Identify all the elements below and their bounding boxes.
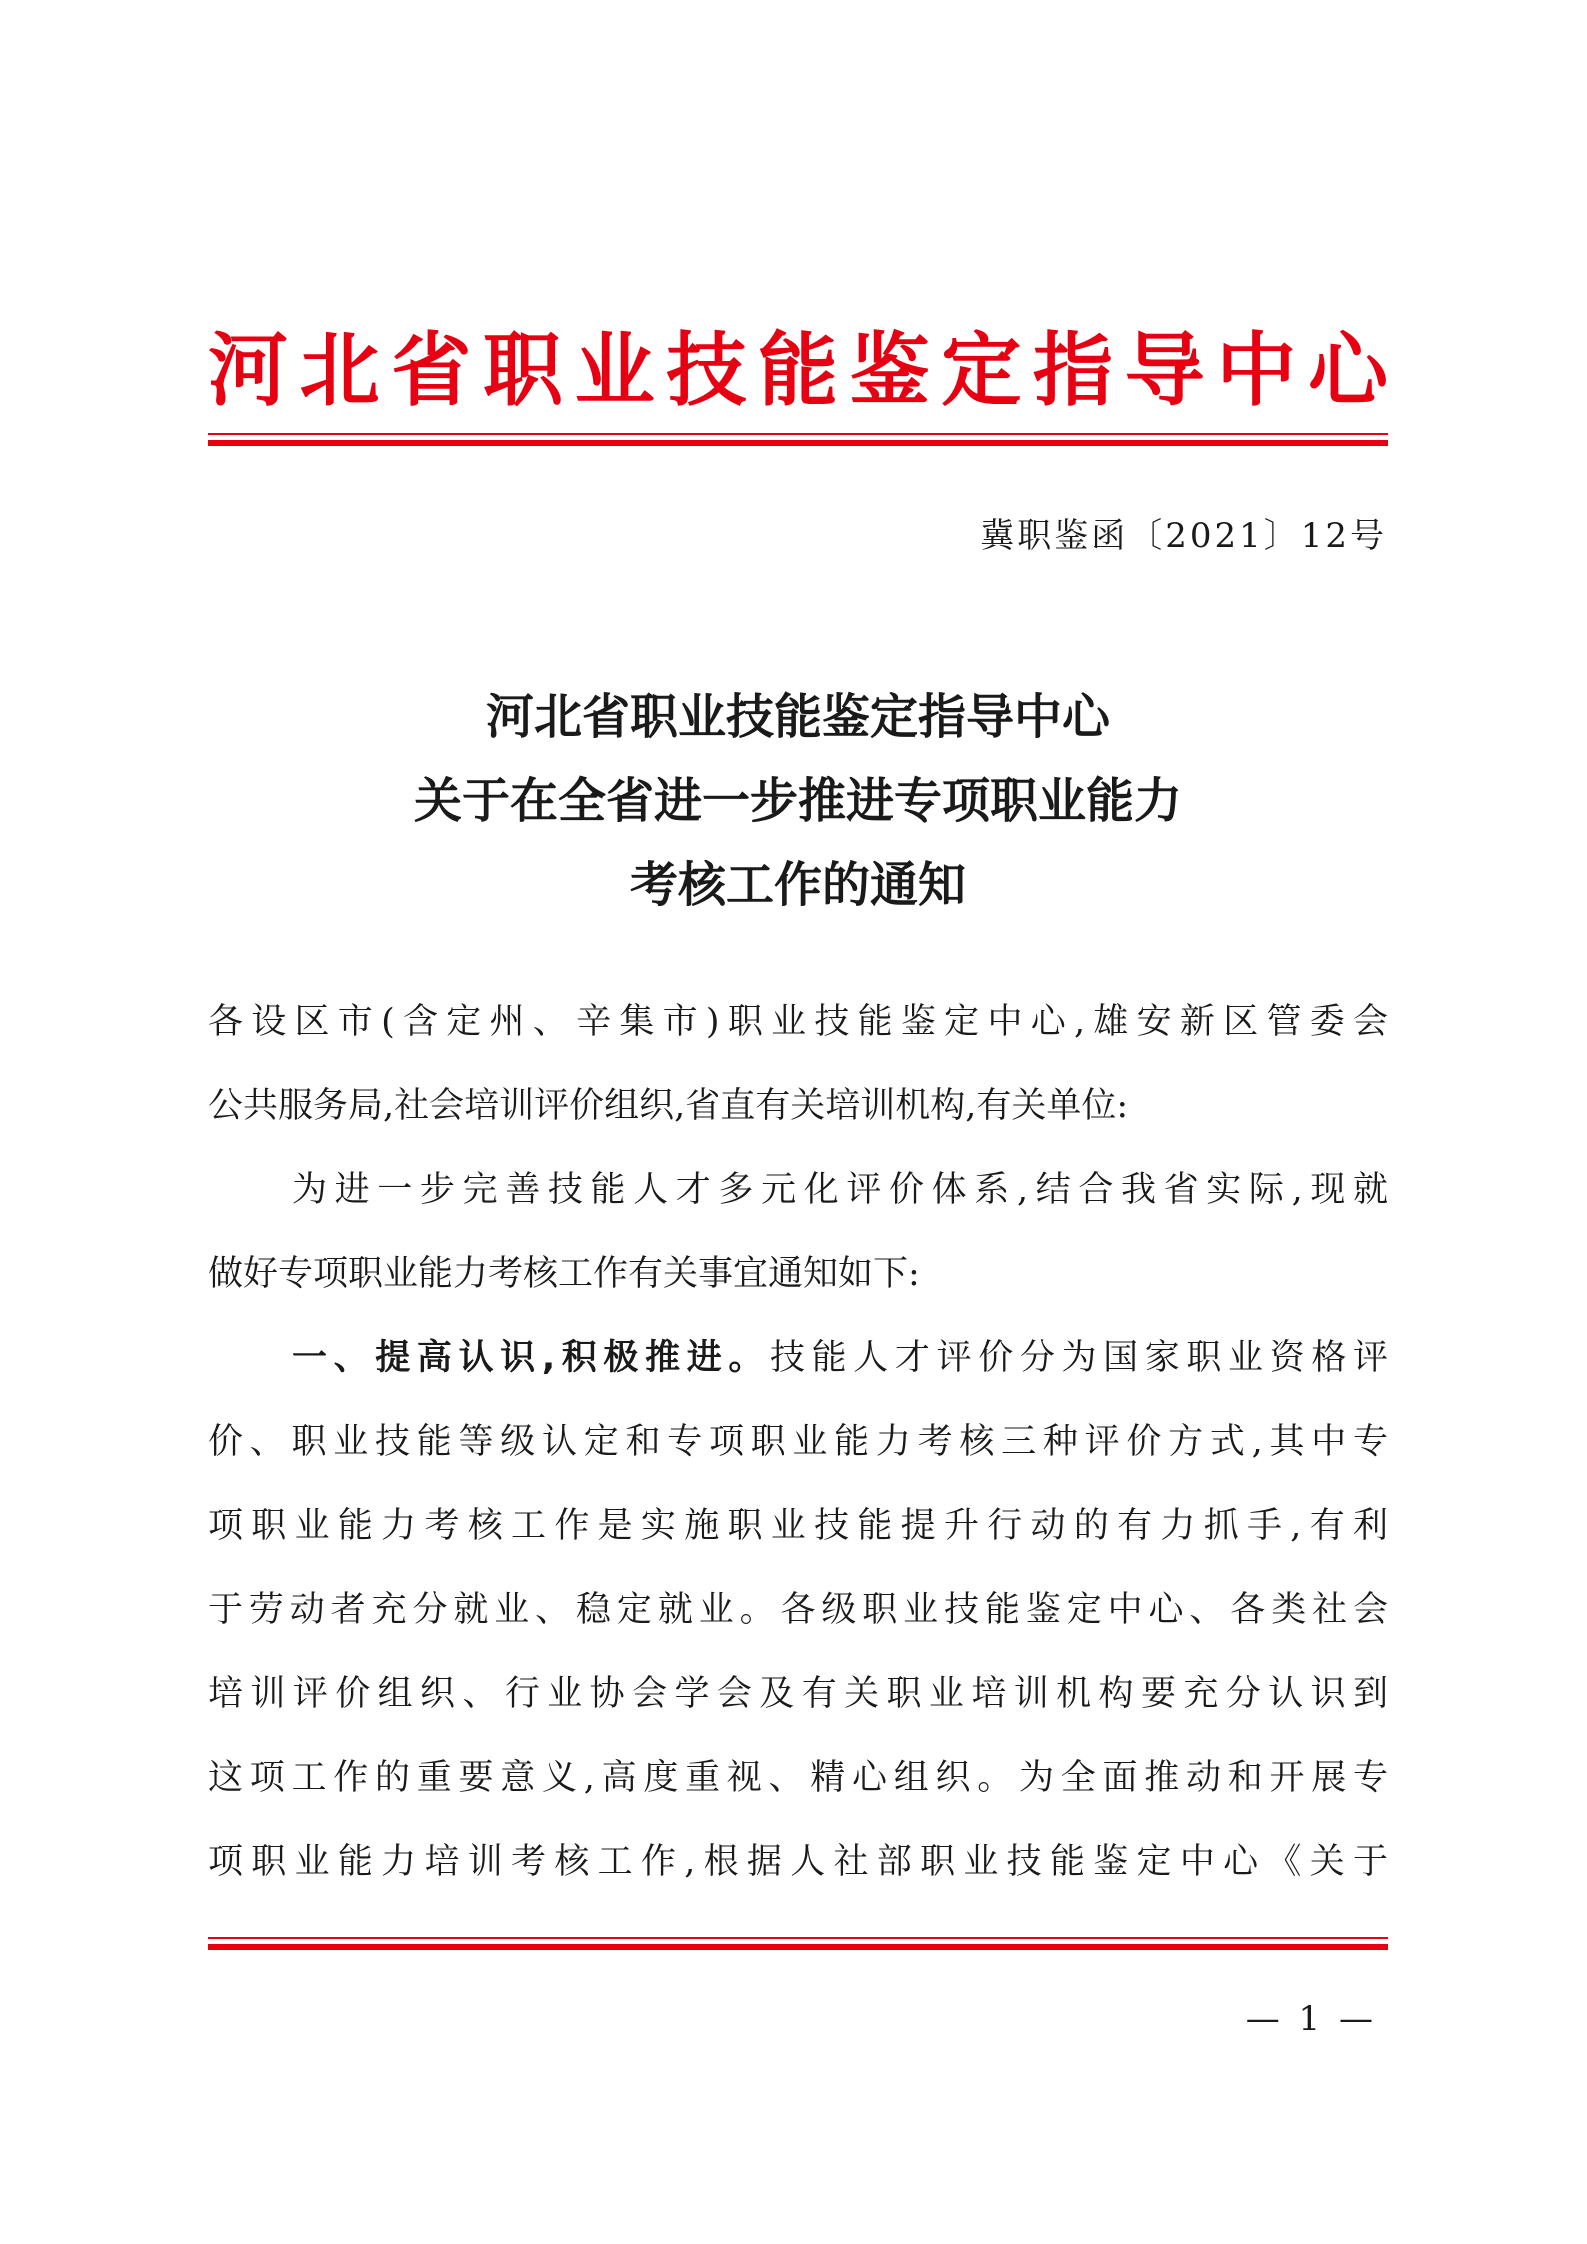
section1-line-5: 培训评价组织、行业协会学会及有关职业培训机构要充分认识到	[208, 1674, 1388, 1714]
masthead-rule-thick	[208, 440, 1388, 446]
masthead-org-name: 河北省职业技能鉴定指导中心	[208, 323, 1388, 417]
document-body	[208, 980, 1388, 1904]
intro-line-2: 做好专项职业能力考核工作有关事宜通知如下:	[208, 1254, 920, 1294]
addressee-line-1: 各设区市(含定州、辛集市)职业技能鉴定中心,雄安新区管委会	[208, 1002, 1388, 1042]
masthead-rule-thin	[208, 433, 1388, 435]
document-number: 冀职鉴函〔2021〕12号	[980, 516, 1387, 556]
document-title	[208, 675, 1388, 927]
page-number: — 1 —	[1245, 1999, 1377, 2039]
section1-line-7: 项职业能力培训考核工作,根据人社部职业技能鉴定中心《关于	[208, 1842, 1388, 1882]
title-line-3: 考核工作的通知	[629, 857, 966, 913]
section1-line-4: 于劳动者充分就业、稳定就业。各级职业技能鉴定中心、各类社会	[208, 1590, 1388, 1630]
section1-line-1-rest: 技能人才评价分为国家职业资格评	[770, 1338, 1388, 1378]
footer-rule-thick	[208, 1944, 1388, 1950]
section1-line-6: 这项工作的重要意义,高度重视、精心组织。为全面推动和开展专	[208, 1758, 1388, 1798]
section1-line-1	[208, 1316, 1388, 1400]
section1-line-2: 价、职业技能等级认定和专项职业能力考核三种评价方式,其中专	[208, 1422, 1388, 1462]
title-line-2: 关于在全省进一步推进专项职业能力	[413, 773, 1182, 829]
section1-heading: 一、提高认识,积极推进。	[292, 1338, 770, 1378]
footer-rule-thin	[208, 1937, 1388, 1939]
intro-line-1: 为进一步完善技能人才多元化评价体系,结合我省实际,现就	[292, 1170, 1388, 1210]
addressee-line-2: 公共服务局,社会培训评价组织,省直有关培训机构,有关单位:	[208, 1086, 1129, 1126]
title-line-1: 河北省职业技能鉴定指导中心	[485, 689, 1110, 745]
section1-line-3: 项职业能力考核工作是实施职业技能提升行动的有力抓手,有利	[208, 1506, 1388, 1546]
